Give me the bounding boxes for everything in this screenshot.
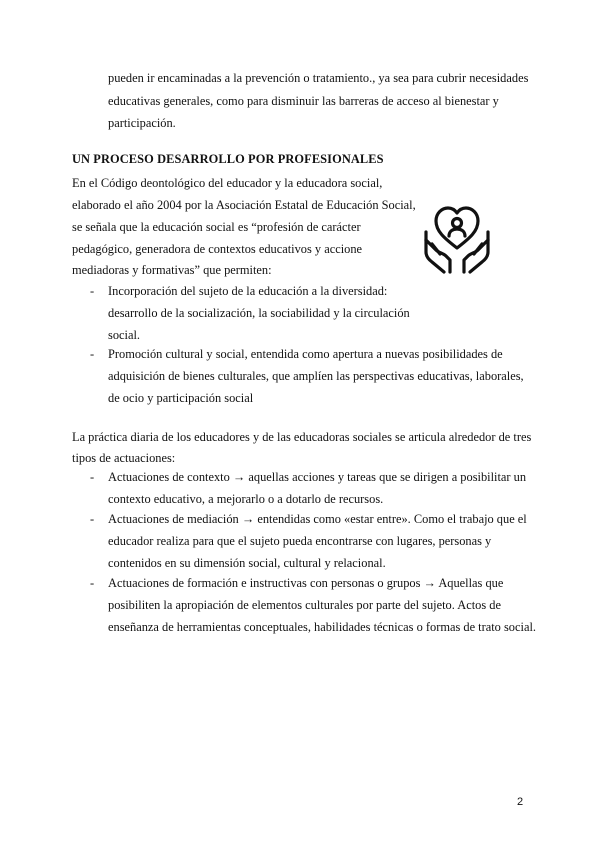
section-heading: UN PROCESO DESARROLLO POR PROFESIONALES	[72, 152, 384, 166]
bullet-line: contexto educativo, a mejorarlo o a dotarlo de recursos.	[108, 492, 384, 506]
bullet-line: educador realiza para que el sujeto pueda encontrarse con lugares, personas y	[108, 534, 492, 548]
bullet-dash: -	[90, 512, 95, 526]
section-para-line-2: elaborado el año 2004 por la Asociación Estatal de Educación Social,	[72, 198, 416, 212]
bullet-line: contenidos en su dimensión social, cultural y relacional.	[108, 556, 386, 570]
intro-line-2: educativas generales, como para disminuir las barreras de acceso al bienestar y	[108, 94, 499, 108]
bullet-dash: -	[90, 470, 95, 484]
section-para-line-4: pedagógico, generadora de contextos educativos y accione	[72, 242, 363, 256]
bullet-line: desarrollo de la socialización, la sociabilidad y la circulación	[108, 306, 410, 320]
section-para-line-1: En el Código deontológico del educador y la educadora social,	[72, 176, 383, 190]
bullet-dash: -	[90, 576, 95, 590]
practice-bullet-1	[90, 466, 530, 512]
bullet-line: Actuaciones de formación e instructivas con personas o grupos → Aquellas que	[108, 576, 504, 590]
bullet-line: enseñanza de herramientas conceptuales, habilidades técnicas o formas de trato social.	[108, 620, 536, 634]
section-para-line-5: mediadoras y formativas” que permiten:	[72, 263, 272, 277]
bullet-line: Actuaciones de contexto → aquellas acciones y tareas que se dirigen a posibilitar un	[108, 470, 527, 484]
bullet-line: de ocio y participación social	[108, 391, 254, 405]
page-number: 2	[517, 796, 524, 808]
section-bullet-1	[90, 280, 530, 350]
bullet-line: adquisición de bienes culturales, que amplíen las perspectivas educativas, laborales,	[108, 369, 524, 383]
intro-line-1: pueden ir encaminadas a la prevención o tratamiento., ya sea para cubrir necesidades	[108, 71, 529, 85]
hands-holding-heart-person-icon	[420, 196, 494, 276]
bullet-line: Actuaciones de mediación → entendidas como «estar entre». Como el trabajo que el	[108, 512, 527, 526]
section-para-line-3: se señala que la educación social es “profesión de carácter	[72, 220, 361, 234]
practice-bullet-2	[90, 508, 530, 576]
practice-bullet-3	[90, 572, 536, 640]
intro-line-3: participación.	[108, 116, 176, 130]
bullet-line: posibiliten la apropiación de elementos culturales por parte del sujeto. Actos de	[108, 598, 501, 612]
bullet-dash: -	[90, 347, 95, 361]
bullet-dash: -	[90, 284, 95, 298]
bullet-line: Promoción cultural y social, entendida como apertura a nuevas posibilidades de	[108, 347, 503, 361]
bullet-line: Incorporación del sujeto de la educación a la diversidad:	[108, 284, 388, 298]
practice-para-line-1: La práctica diaria de los educadores y de las educadoras sociales se articula alrededor de tres	[72, 430, 532, 444]
section-bullet-2	[90, 343, 530, 413]
practice-para-line-2: tipos de actuaciones:	[72, 451, 176, 465]
bullet-line: social.	[108, 328, 140, 342]
